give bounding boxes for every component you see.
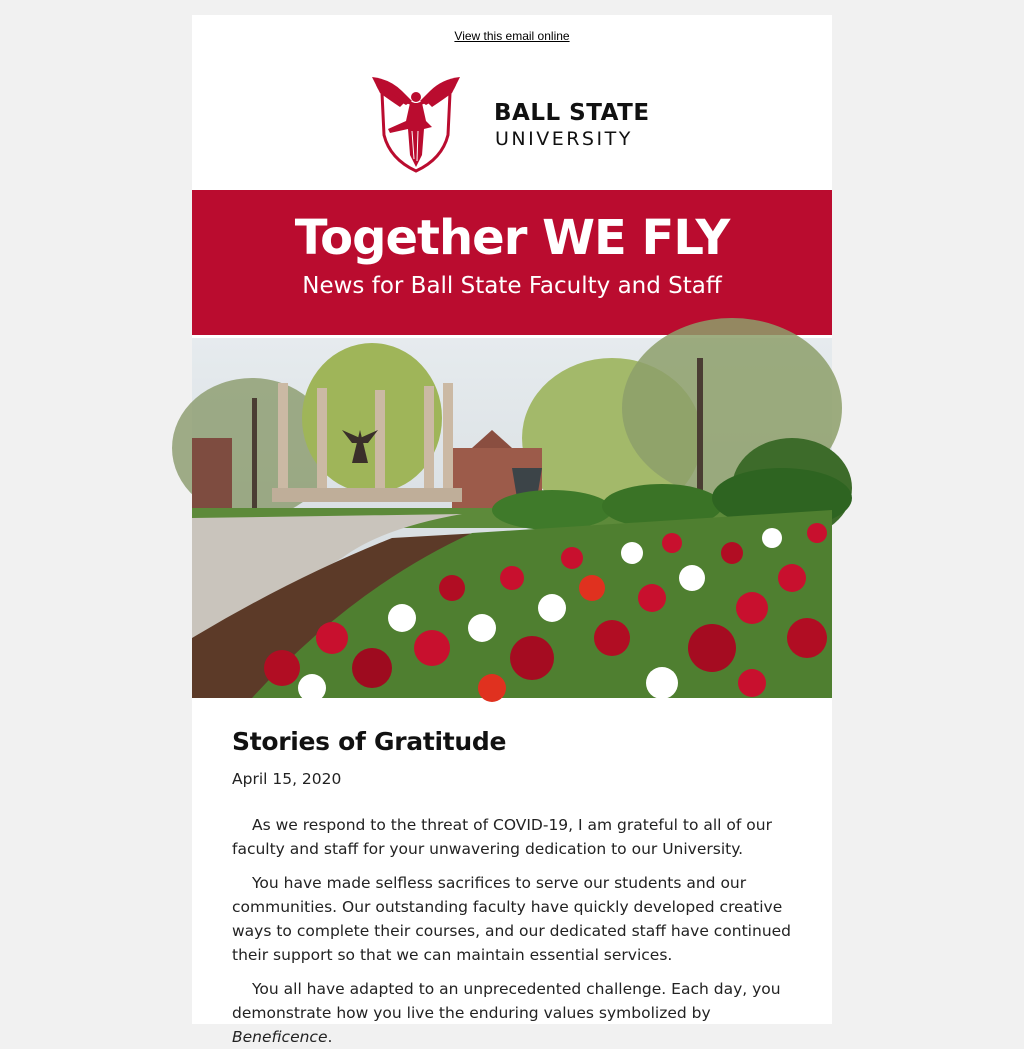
story-emphasis-tail: .: [327, 1028, 333, 1046]
logo-subname: UNIVERSITY: [495, 128, 633, 150]
story-paragraph-3-text: You all have adapted to an unprecedented challenge. Each day, you demonstrate how you live the enduring values symbolized by: [232, 980, 781, 1022]
story-title: Stories of Gratitude: [232, 727, 507, 756]
newsletter-title: Together WE FLY: [294, 210, 730, 266]
story-section: [232, 727, 812, 1049]
story-emphasis: Beneficence: [232, 1028, 328, 1046]
hero-photo-illustration: [192, 338, 832, 698]
newsletter-subtitle: News for Ball State Faculty and Staff: [302, 273, 722, 299]
story-paragraph-2: You have made selfless sacrifices to serve our students and our communities. Our outstanding faculty have quickly developed creative ways to complete their courses, and our dedicated staff have continued their support so that we can maintain essential services.: [232, 874, 792, 964]
story-date: April 15, 2020: [232, 770, 342, 788]
campus-flowers-photo: [192, 338, 832, 698]
view-online-link[interactable]: View this email online: [454, 29, 570, 43]
ball-state-logo[interactable]: [372, 75, 662, 175]
email-container: [192, 15, 832, 1046]
story-paragraph-1: As we respond to the threat of COVID-19, I am grateful to all of our faculty and staff for your unwavering dedication to our University.: [232, 816, 772, 858]
story-paragraph-3: [232, 977, 812, 1049]
newsletter-banner: [192, 190, 832, 335]
beneficence-statue-shield-icon: [372, 75, 460, 173]
logo-name: BALL STATE: [494, 100, 650, 126]
